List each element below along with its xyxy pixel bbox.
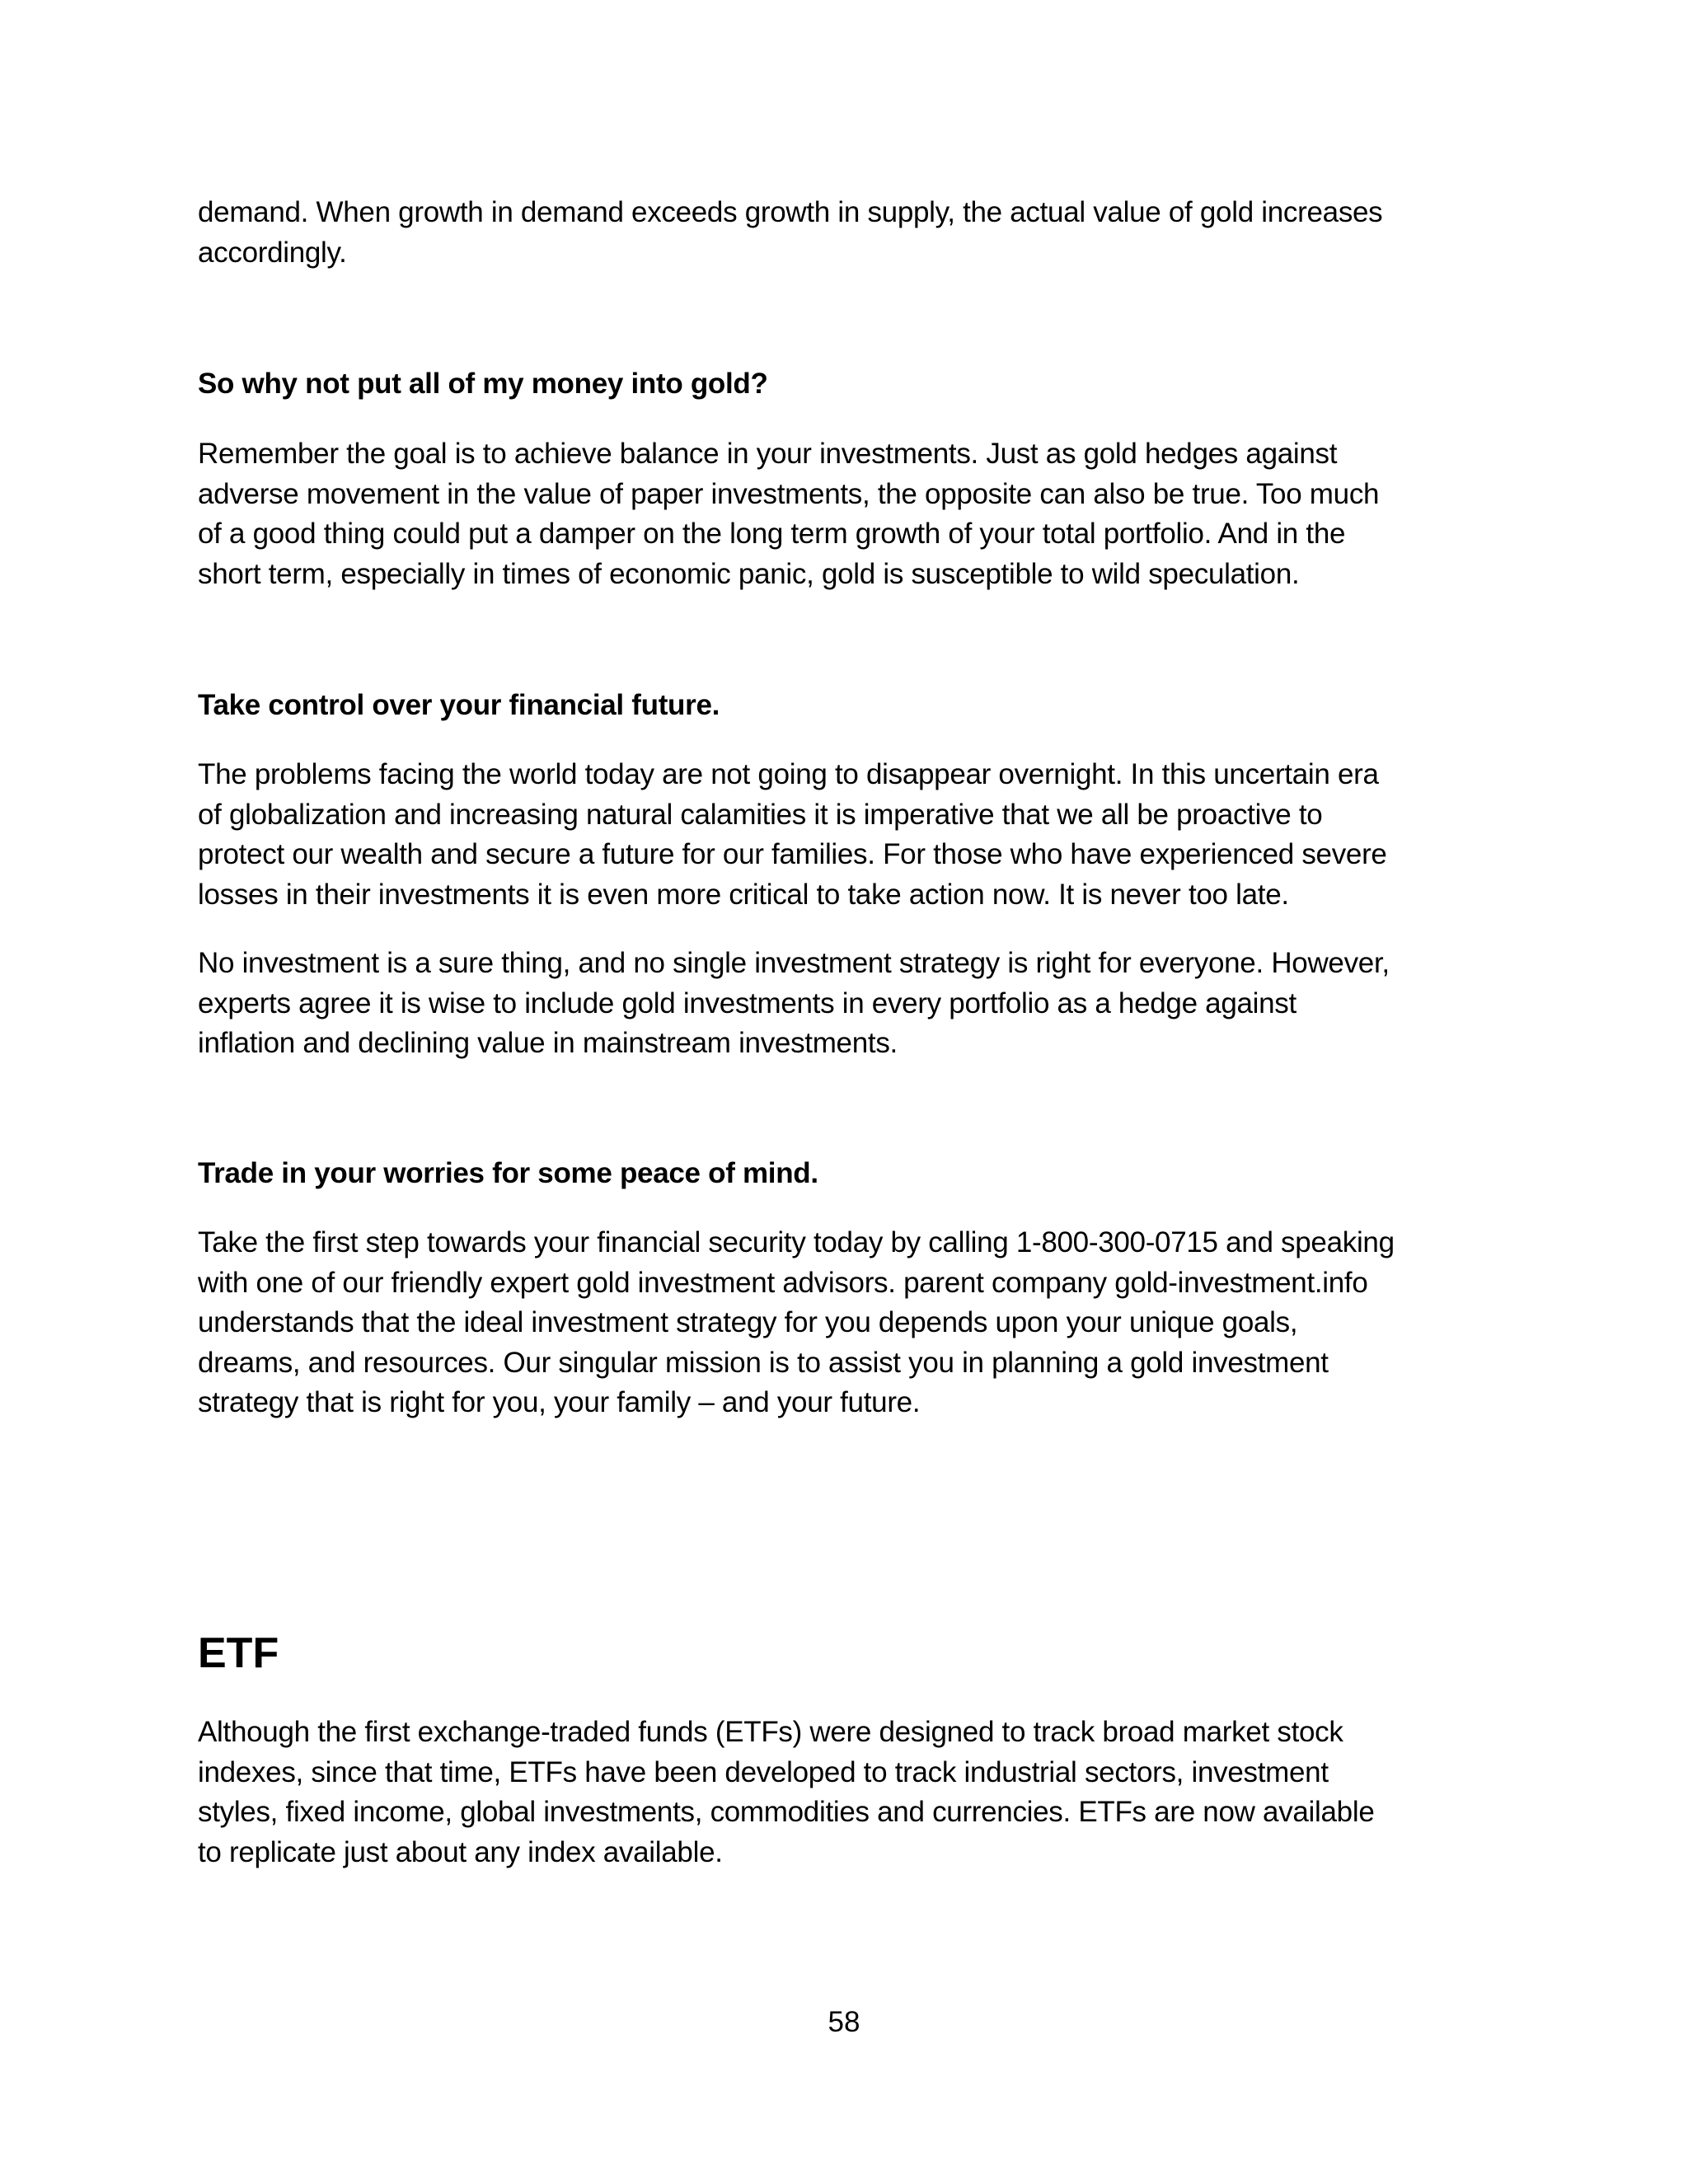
text-line: experts agree it is wise to include gold investments in every portfolio as a hedge against (198, 987, 1296, 1019)
text-line: demand. When growth in demand exceeds growth in supply, the actual value of gold increases (198, 196, 1383, 228)
text-line: short term, especially in times of economic panic, gold is susceptible to wild speculation. (198, 557, 1300, 590)
text-line: understands that the ideal investment strategy for you depends upon your unique goals, (198, 1306, 1298, 1338)
heading-take-control: Take control over your financial future. (198, 689, 720, 721)
heading-peace-of-mind: Trade in your worries for some peace of mind. (198, 1157, 818, 1189)
text-line: strategy that is right for you, your family – and your future. (198, 1386, 921, 1418)
text-line: Take the first step towards your financial security today by calling 1-800-300-0715 and speaking (198, 1226, 1395, 1258)
text-line: of a good thing could put a damper on the long term growth of your total portfolio. And in the (198, 518, 1346, 550)
text-line: losses in their investments it is even more critical to take action now. It is never too late. (198, 878, 1289, 911)
paragraph-etf-intro (198, 1713, 1500, 1872)
text-line: dreams, and resources. Our singular mission is to assist you in planning a gold investment (198, 1346, 1329, 1379)
text-line: indexes, since that time, ETFs have been developed to track industrial sectors, investment (198, 1755, 1329, 1788)
text-line: to replicate just about any index available. (198, 1835, 723, 1868)
text-line: accordingly. (198, 236, 347, 269)
text-line: with one of our friendly expert gold investment advisors. parent company gold-investment.info (198, 1266, 1368, 1299)
text-line: inflation and declining value in mainstream investments. (198, 1027, 898, 1059)
paragraph-balance (198, 434, 1500, 594)
section-title-etf: ETF (198, 1629, 279, 1677)
paragraph-problems (198, 755, 1500, 915)
text-line: protect our wealth and secure a future for our families. For those who have experienced severe (198, 838, 1387, 870)
paragraph-first-step (198, 1223, 1500, 1423)
text-line: No investment is a sure thing, and no single investment strategy is right for everyone. However, (198, 947, 1390, 979)
text-line: Remember the goal is to achieve balance in your investments. Just as gold hedges against (198, 438, 1338, 470)
paragraph-gold-demand (198, 193, 1500, 273)
text-line: adverse movement in the value of paper investments, the opposite can also be true. Too much (198, 477, 1380, 510)
text-line: Although the first exchange-traded funds (ETFs) were designed to track broad market stock (198, 1716, 1343, 1748)
heading-why-not-all-gold: So why not put all of my money into gold? (198, 368, 768, 400)
text-line: The problems facing the world today are not going to disappear overnight. In this uncertain era (198, 758, 1379, 790)
text-line: styles, fixed income, global investments, commodities and currencies. ETFs are now available (198, 1796, 1375, 1828)
text-line: of globalization and increasing natural calamities it is imperative that we all be proactive to (198, 798, 1323, 831)
paragraph-no-sure-thing (198, 944, 1500, 1064)
page-number: 58 (828, 2006, 860, 2038)
